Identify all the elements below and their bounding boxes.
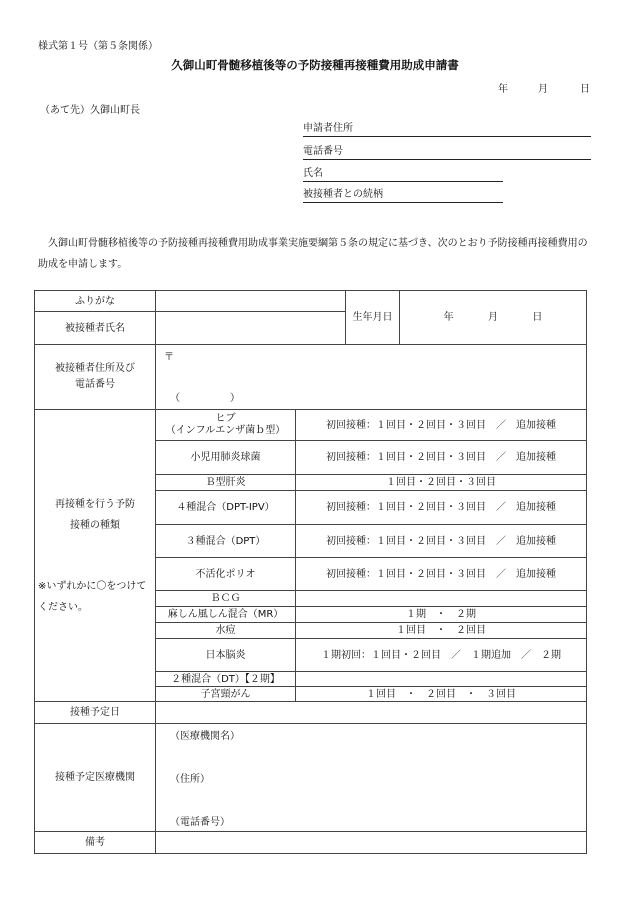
vaccine-detail-japanese-encephalitis[interactable]: １期初回：１回目・２回目 ／ １期追加 ／ ２期 [296,639,587,672]
applicant-relationship-field[interactable] [303,188,503,203]
vaccine-detail-hepatitis-b[interactable]: １回目・２回目・３回目 [296,475,587,491]
scheduled-date-label: 接種予定日 [35,702,156,724]
vaccine-note: ※いずれかに〇をつけてください。 [38,580,147,613]
furigana-label: ふりがな [35,291,156,312]
vaccine-type-section [35,410,156,702]
vaccine-name-ipv: 不活化ポリオ [156,558,296,591]
applicant-address-label: 申請者住所 [303,123,353,134]
vaccine-detail-varicella[interactable]: １回目 ・ ２回目 [296,623,587,639]
vaccine-detail-hib[interactable]: 初回接種：１回目・２回目・３回目 ／ 追加接種 [296,410,587,441]
application-statement: 久御山町骨髄移植後等の予防接種再接種費用助成事業実施要綱第５条の規定に基づき、次のとおり予防接種再接種費用の助成を申請します。 [38,238,588,270]
vaccine-detail-ipv[interactable]: 初回接種：１回目・２回目・３回目 ／ 追加接種 [296,558,587,591]
application-table [34,290,587,854]
birth-month-label: 月 [488,312,498,323]
vaccine-name-hpv: 子宮頸がん [156,687,296,702]
applicant-name-label: 氏名 [303,168,323,179]
birth-day-label: 日 [532,312,543,323]
date-day-label: 日 [580,84,590,95]
document-title: 久御山町骨髄移植後等の予防接種再接種費用助成申請書 [171,58,459,72]
applicant-name-field[interactable] [303,167,503,182]
remarks-label: 備考 [35,832,156,854]
remarks-input[interactable] [156,832,587,854]
birth-year-label: 年 [443,312,454,323]
vaccine-name-japanese-encephalitis: 日本脳炎 [156,639,296,672]
vaccine-detail-mr[interactable]: １期 ・ ２期 [296,607,587,623]
vaccine-detail-dt[interactable] [296,672,587,687]
patient-name-input[interactable] [156,312,346,345]
patient-address-input[interactable] [156,345,587,410]
birthdate-input[interactable] [400,291,587,345]
vaccine-name-dt: ２種混合（DT）【２期】 [156,672,296,687]
birthdate-label: 生年月日 [346,291,400,345]
institution-phone-label: （電話番号） [170,817,230,828]
applicant-phone-label: 電話番号 [303,146,343,157]
institution-address-label: （住所） [170,774,210,785]
date-year-label: 年 [498,84,508,95]
vaccine-type-label: 再接種を行う予防接種の種類 [55,498,135,531]
addressee: （あて先）久御山町長 [40,105,140,116]
applicant-relationship-label: 被接種者との続柄 [303,189,383,200]
vaccine-detail-bcg[interactable] [296,591,587,607]
vaccine-name-dpt: ３種混合（DPT） [156,525,296,558]
vaccine-name-pneumococcal: 小児用肺炎球菌 [156,441,296,475]
date-month-label: 月 [538,84,548,95]
vaccine-name-hepatitis-b: Ｂ型肝炎 [156,475,296,491]
form-number: 様式第１号（第５条関係） [38,41,158,52]
postal-mark: 〒 [164,352,174,363]
vaccine-name-bcg: ＢＣＧ [156,591,296,607]
vaccine-detail-dpt-ipv[interactable]: 初回接種：１回目・２回目・３回目 ／ 追加接種 [296,491,587,525]
institution-input[interactable] [156,724,587,832]
furigana-input[interactable] [156,291,346,312]
phone-parentheses: （ ） [170,393,240,404]
applicant-address-field[interactable] [303,122,591,137]
vaccine-name-dpt-ipv: ４種混合（DPT-IPV） [156,491,296,525]
patient-name-label: 被接種者氏名 [35,312,156,345]
applicant-phone-field[interactable] [303,145,591,160]
vaccine-name-varicella: 水痘 [156,623,296,639]
vaccine-name-hib: ヒブ （インフルエンザ菌ｂ型） [156,410,296,441]
institution-name-label: （医療機関名） [170,731,240,742]
institution-label: 接種予定医療機関 [35,724,156,832]
vaccine-detail-pneumococcal[interactable]: 初回接種：１回目・２回目・３回目 ／ 追加接種 [296,441,587,475]
patient-address-label: 被接種者住所及び電話番号 [35,345,156,410]
vaccine-name-mr: 麻しん風しん混合（MR） [156,607,296,623]
vaccine-detail-dpt[interactable]: 初回接種：１回目・２回目・３回目 ／ 追加接種 [296,525,587,558]
vaccine-detail-hpv[interactable]: １回目 ・ ２回目 ・ ３回目 [296,687,587,702]
scheduled-date-input[interactable] [156,702,587,724]
